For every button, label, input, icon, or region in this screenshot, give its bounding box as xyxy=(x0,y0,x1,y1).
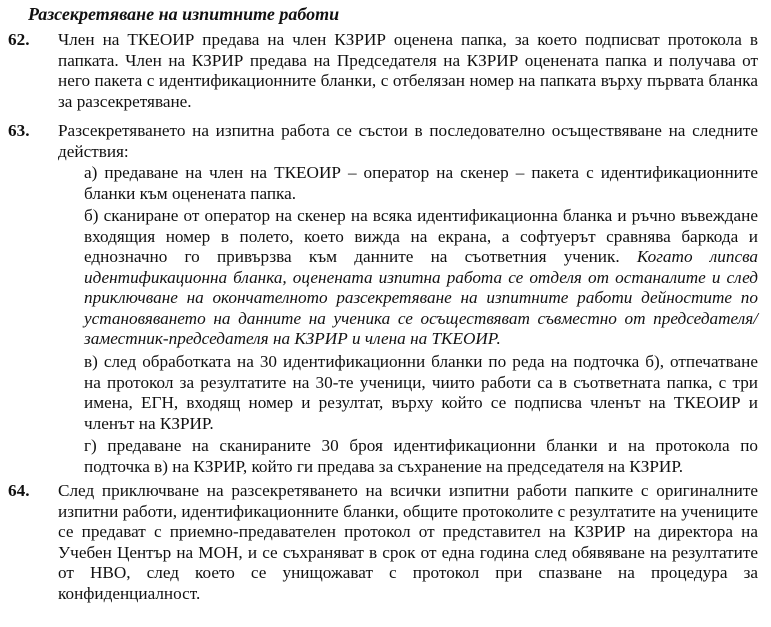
subitem-b-text: б) сканиране от оператор на скенер на всяка идентификационна бланка и ръчно въвеждане входящия номер в полето, което вижда на екрана, а софтуерът сравнява баркода и еднозначно го привързва към данните на съответния ученик. xyxy=(84,206,758,266)
item-number: 64. xyxy=(8,481,30,500)
item-number: 63. xyxy=(8,121,30,140)
item-text: След приключване на разсекретяването на всички изпитни работи папките с оригиналните изпитни работи, идентификационните бланки, общите протоколите с резултатите на учениците се предават с приемно-предавателен протокол от представител на КЗРИР на директора на Учебен Център на МОН, и се съхраняват в срок от една година след обявяване на резултатите от НВО, след което се унищожават с протокол при спазване на процедура за конфиденциалност. xyxy=(58,481,758,603)
item-text: Разсекретяването на изпитна работа се състои в последователно осъществяване на следните действия: xyxy=(58,121,758,161)
item-text: Член на ТКЕОИР предава на член КЗРИР оценена папка, за което подписват протокола в папката. Член на КЗРИР предава на Председателя на КЗРИР оценената папка и получава от него пакета с идентификационните бланки, с отбелязан номер на папката върху първата бланка за разсекретяване. xyxy=(58,30,758,111)
subitem-b-italic-text: Когато липсва идентификационна бланка, оценената изпитна работа се отделя от останалите и след приключване на окончателното разсекретяване на изпитните работи дейностите по установяването на данните на ученика се осъществяват съвместно от председателя/заместник-председателя на КЗРИР и члена на ТКЕОИР. xyxy=(84,247,759,348)
subitem-v: в) след обработката на 30 идентификационни бланки по реда на подточка б), отпечатване на протокол за резултатите на 30-те ученици, чиито работи са в съответната папка, с три имена, ЕГН, входящ номер и резултат, върху който се подписва членът на ТКЕОИР и членът на КЗРИР. xyxy=(84,352,758,433)
subitem-g: г) предаване на сканираните 30 броя идентификационни бланки и на протокола по подточка в) на КЗРИР, който ги предава за съхранение на председателя на КЗРИР. xyxy=(84,436,758,476)
item-64 xyxy=(8,481,758,604)
item-63 xyxy=(8,121,758,162)
item-number: 62. xyxy=(8,30,30,49)
item-62 xyxy=(8,30,758,112)
subitem-a: а) предаване на член на ТКЕОИР – оператор на скенер – пакета с идентификационните бланки към оценената папка. xyxy=(84,163,758,203)
subitem-b xyxy=(84,206,758,350)
section-title: Разсекретяване на изпитните работи xyxy=(28,4,340,24)
